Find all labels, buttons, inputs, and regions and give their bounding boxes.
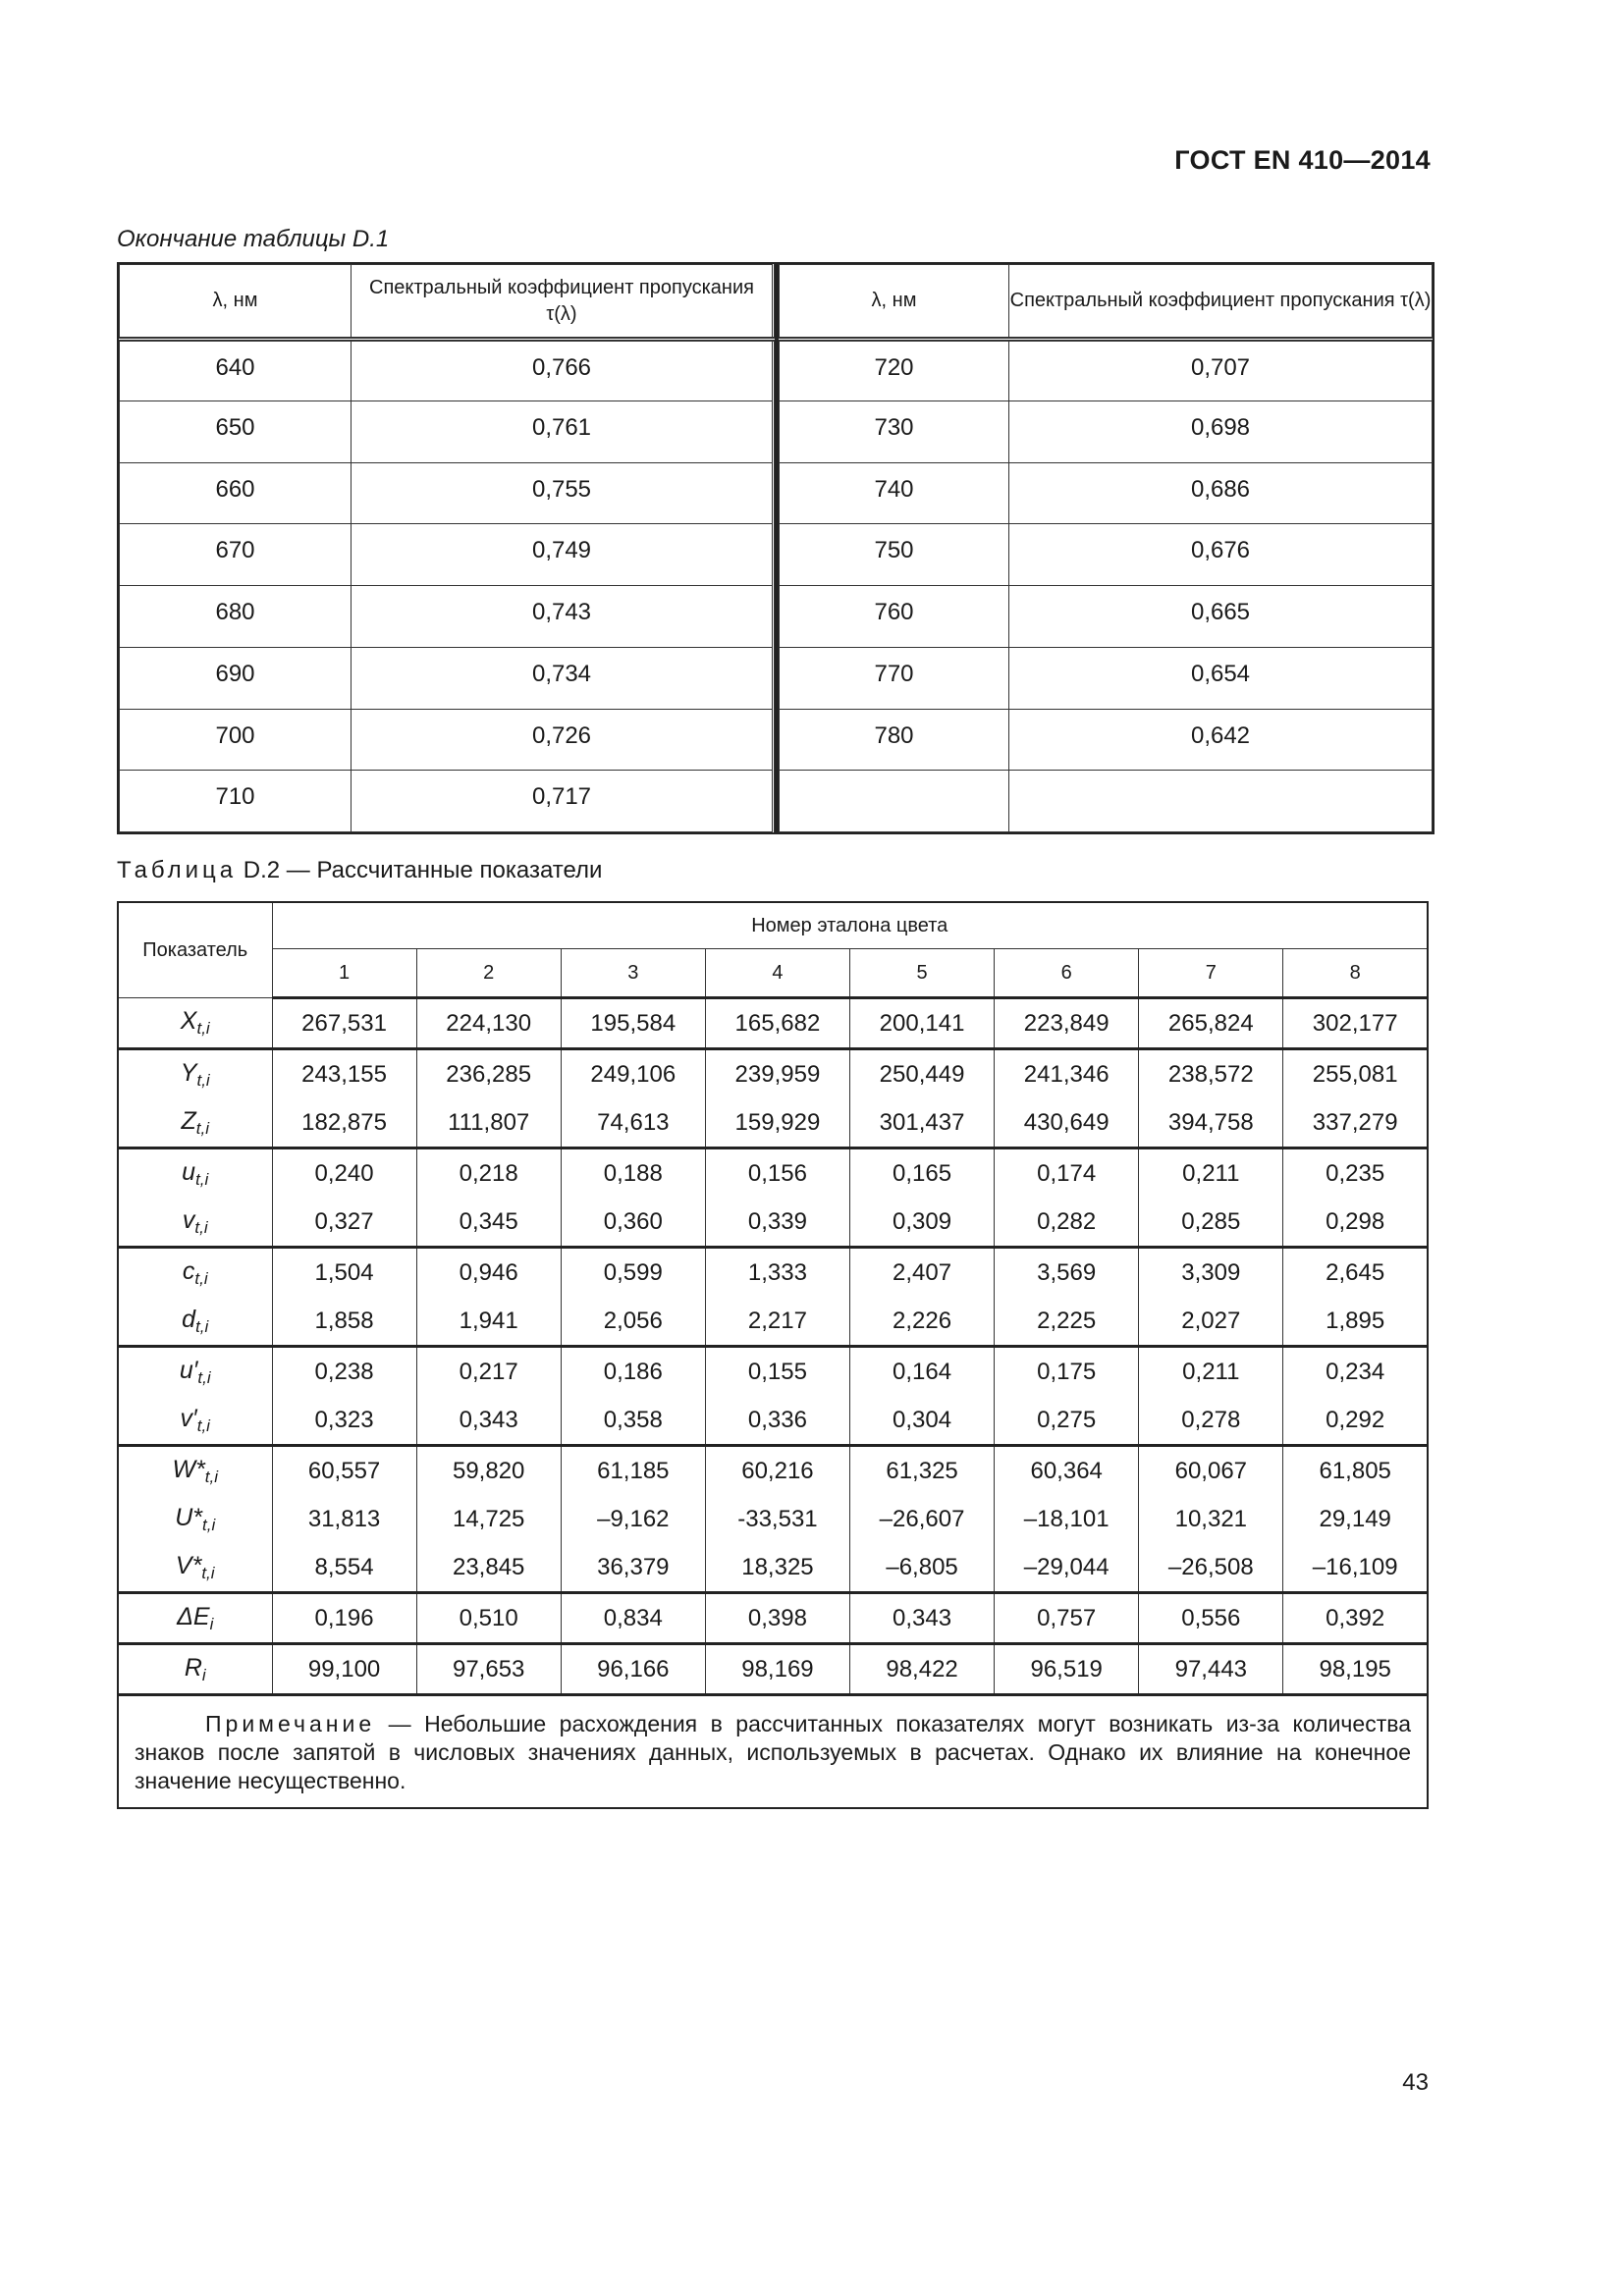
lambda-cell: 750 xyxy=(780,524,1009,586)
table-row xyxy=(118,1148,1428,1199)
table-row xyxy=(120,647,774,709)
lambda-cell: 780 xyxy=(780,709,1009,771)
value-cell: 0,238 xyxy=(272,1347,416,1397)
value-cell: 60,557 xyxy=(272,1446,416,1496)
table-d2 xyxy=(117,901,1429,1809)
lambda-cell xyxy=(780,771,1009,832)
table-row xyxy=(780,462,1433,524)
value-cell: 3,309 xyxy=(1139,1248,1283,1298)
value-cell: 0,275 xyxy=(995,1396,1139,1446)
value-cell: 0,343 xyxy=(850,1593,995,1644)
value-cell: 97,653 xyxy=(416,1644,561,1695)
column-number: 3 xyxy=(561,949,705,998)
value-cell: 2,027 xyxy=(1139,1297,1283,1347)
column-number: 6 xyxy=(995,949,1139,998)
value-cell: 98,169 xyxy=(705,1644,849,1695)
symbol-base: d xyxy=(182,1305,196,1333)
value-cell: 250,449 xyxy=(850,1049,995,1099)
value-cell: 236,285 xyxy=(416,1049,561,1099)
value-cell: 61,185 xyxy=(561,1446,705,1496)
value-cell: 394,758 xyxy=(1139,1098,1283,1148)
value-cell: 0,174 xyxy=(995,1148,1139,1199)
parameter-symbol xyxy=(118,1297,272,1347)
value-cell: 96,166 xyxy=(561,1644,705,1695)
value-cell: 2,225 xyxy=(995,1297,1139,1347)
lambda-cell: 730 xyxy=(780,400,1009,462)
tau-cell: 0,749 xyxy=(352,524,774,586)
symbol-subscript: t,i xyxy=(197,1367,211,1387)
table-d1-caption: Окончание таблицы D.1 xyxy=(117,226,390,252)
symbol-subscript: i xyxy=(209,1614,214,1633)
value-cell: 182,875 xyxy=(272,1098,416,1148)
value-cell: 241,346 xyxy=(995,1049,1139,1099)
table-row xyxy=(118,1297,1428,1347)
lambda-cell: 720 xyxy=(780,340,1009,401)
value-cell: 0,392 xyxy=(1283,1593,1428,1644)
value-cell: –6,805 xyxy=(850,1543,995,1593)
value-cell: 302,177 xyxy=(1283,998,1428,1049)
table-row xyxy=(118,1098,1428,1148)
tau-cell: 0,734 xyxy=(352,647,774,709)
tau-cell: 0,726 xyxy=(352,709,774,771)
table-row xyxy=(118,1347,1428,1397)
value-cell: 249,106 xyxy=(561,1049,705,1099)
table-row xyxy=(120,462,774,524)
value-cell: 74,613 xyxy=(561,1098,705,1148)
value-cell: 337,279 xyxy=(1283,1098,1428,1148)
value-cell: 223,849 xyxy=(995,998,1139,1049)
tau-cell: 0,654 xyxy=(1009,647,1433,709)
value-cell: 301,437 xyxy=(850,1098,995,1148)
value-cell: –16,109 xyxy=(1283,1543,1428,1593)
value-cell: 224,130 xyxy=(416,998,561,1049)
value-cell: 0,235 xyxy=(1283,1148,1428,1199)
lambda-cell: 670 xyxy=(120,524,352,586)
value-cell: 0,217 xyxy=(416,1347,561,1397)
table-row xyxy=(780,524,1433,586)
param-header: Показатель xyxy=(118,902,272,998)
parameter-symbol xyxy=(118,1543,272,1593)
table-d2-caption xyxy=(117,857,602,884)
value-cell: 10,321 xyxy=(1139,1495,1283,1543)
value-cell: 0,211 xyxy=(1139,1347,1283,1397)
parameter-symbol xyxy=(118,1593,272,1644)
value-cell: 60,364 xyxy=(995,1446,1139,1496)
value-cell: 238,572 xyxy=(1139,1049,1283,1099)
table-row xyxy=(780,340,1433,401)
tau-cell: 0,755 xyxy=(352,462,774,524)
table-row xyxy=(120,586,774,648)
value-cell: 59,820 xyxy=(416,1446,561,1496)
column-number: 8 xyxy=(1283,949,1428,998)
value-cell: 61,325 xyxy=(850,1446,995,1496)
value-cell: 98,422 xyxy=(850,1644,995,1695)
column-number: 7 xyxy=(1139,949,1283,998)
value-cell: 1,941 xyxy=(416,1297,561,1347)
column-number: 1 xyxy=(272,949,416,998)
table-row xyxy=(780,709,1433,771)
symbol-subscript: i xyxy=(201,1665,206,1684)
value-cell: 2,407 xyxy=(850,1248,995,1298)
value-cell: 0,218 xyxy=(416,1148,561,1199)
value-cell: 1,895 xyxy=(1283,1297,1428,1347)
lambda-cell: 650 xyxy=(120,400,352,462)
value-cell: 165,682 xyxy=(705,998,849,1049)
lambda-cell: 680 xyxy=(120,586,352,648)
value-cell: 265,824 xyxy=(1139,998,1283,1049)
tau-cell: 0,761 xyxy=(352,400,774,462)
table-row xyxy=(118,1543,1428,1593)
parameter-symbol xyxy=(118,1396,272,1446)
symbol-subscript: t,i xyxy=(195,1169,209,1189)
value-cell: 99,100 xyxy=(272,1644,416,1695)
value-cell: 0,188 xyxy=(561,1148,705,1199)
column-number: 5 xyxy=(850,949,995,998)
value-cell: 97,443 xyxy=(1139,1644,1283,1695)
symbol-subscript: t,i xyxy=(196,1415,210,1435)
value-cell: 111,807 xyxy=(416,1098,561,1148)
parameter-symbol xyxy=(118,1148,272,1199)
symbol-subscript: t,i xyxy=(202,1515,216,1534)
symbol-subscript: t,i xyxy=(195,1118,209,1138)
value-cell: 239,959 xyxy=(705,1049,849,1099)
value-cell: –26,607 xyxy=(850,1495,995,1543)
table-d1-left-half xyxy=(117,262,777,834)
lambda-cell: 640 xyxy=(120,340,352,401)
table-row xyxy=(118,998,1428,1049)
value-cell: 0,240 xyxy=(272,1148,416,1199)
tau-cell: 0,707 xyxy=(1009,340,1433,401)
table-row xyxy=(780,400,1433,462)
value-cell: 0,292 xyxy=(1283,1396,1428,1446)
value-cell: 2,056 xyxy=(561,1297,705,1347)
table-row xyxy=(120,400,774,462)
symbol-subscript: t,i xyxy=(201,1563,215,1582)
tau-cell xyxy=(1009,771,1433,832)
parameter-symbol xyxy=(118,1644,272,1695)
value-cell: 36,379 xyxy=(561,1543,705,1593)
table-row xyxy=(120,524,774,586)
value-cell: 61,805 xyxy=(1283,1446,1428,1496)
value-cell: 0,156 xyxy=(705,1148,849,1199)
value-cell: 0,398 xyxy=(705,1593,849,1644)
parameter-symbol xyxy=(118,1495,272,1543)
value-cell: 430,649 xyxy=(995,1098,1139,1148)
value-cell: 0,343 xyxy=(416,1396,561,1446)
column-number: 2 xyxy=(416,949,561,998)
lambda-cell: 660 xyxy=(120,462,352,524)
lambda-cell: 770 xyxy=(780,647,1009,709)
value-cell: 31,813 xyxy=(272,1495,416,1543)
value-cell: –26,508 xyxy=(1139,1543,1283,1593)
table-row xyxy=(780,647,1433,709)
value-cell: 0,358 xyxy=(561,1396,705,1446)
symbol-base: c xyxy=(182,1256,195,1285)
table-d2-caption-label: Таблица xyxy=(117,857,238,883)
table-row xyxy=(118,1593,1428,1644)
value-cell: 0,323 xyxy=(272,1396,416,1446)
symbol-subscript: t,i xyxy=(196,1070,210,1090)
table-row xyxy=(118,1446,1428,1496)
value-cell: 1,858 xyxy=(272,1297,416,1347)
table-d1 xyxy=(117,262,1435,834)
value-cell: 159,929 xyxy=(705,1098,849,1148)
value-cell: 0,196 xyxy=(272,1593,416,1644)
value-cell: –29,044 xyxy=(995,1543,1139,1593)
tau-header: Спектральный коэффициент пропускания τ(λ) xyxy=(352,265,774,340)
tau-cell: 0,698 xyxy=(1009,400,1433,462)
symbol-base: ΔE xyxy=(177,1602,210,1630)
value-cell: 0,946 xyxy=(416,1248,561,1298)
value-cell: 0,211 xyxy=(1139,1148,1283,1199)
table-row xyxy=(120,709,774,771)
document-code: ГОСТ EN 410—2014 xyxy=(1174,145,1431,175)
value-cell: 23,845 xyxy=(416,1543,561,1593)
value-cell: 1,333 xyxy=(705,1248,849,1298)
value-cell: 18,325 xyxy=(705,1543,849,1593)
lambda-cell: 690 xyxy=(120,647,352,709)
table-d1-right-half xyxy=(777,262,1435,834)
value-cell: 0,234 xyxy=(1283,1347,1428,1397)
lambda-cell: 740 xyxy=(780,462,1009,524)
tau-header: Спектральный коэффициент пропускания τ(λ) xyxy=(1009,265,1433,340)
value-cell: 0,757 xyxy=(995,1593,1139,1644)
value-cell: 0,599 xyxy=(561,1248,705,1298)
value-cell: 0,360 xyxy=(561,1198,705,1248)
value-cell: 0,282 xyxy=(995,1198,1139,1248)
note-label: Примечание xyxy=(205,1711,376,1736)
symbol-base: Y xyxy=(180,1058,197,1087)
lambda-header: λ, нм xyxy=(120,265,352,340)
symbol-subscript: t,i xyxy=(194,1217,208,1237)
value-cell: 98,195 xyxy=(1283,1644,1428,1695)
symbol-base: v xyxy=(182,1205,195,1234)
symbol-base: V* xyxy=(175,1551,202,1579)
value-cell: 0,278 xyxy=(1139,1396,1283,1446)
value-cell: 0,285 xyxy=(1139,1198,1283,1248)
table-row xyxy=(118,1644,1428,1695)
value-cell: 0,186 xyxy=(561,1347,705,1397)
value-cell: 29,149 xyxy=(1283,1495,1428,1543)
value-cell: 3,569 xyxy=(995,1248,1139,1298)
symbol-subscript: t,i xyxy=(196,1019,210,1038)
symbol-base: X xyxy=(180,1007,197,1035)
value-cell: –18,101 xyxy=(995,1495,1139,1543)
parameter-symbol xyxy=(118,1198,272,1248)
lambda-cell: 760 xyxy=(780,586,1009,648)
value-cell: 0,510 xyxy=(416,1593,561,1644)
tau-cell: 0,686 xyxy=(1009,462,1433,524)
lambda-header: λ, нм xyxy=(780,265,1009,340)
table-note xyxy=(118,1695,1428,1809)
symbol-base: R xyxy=(184,1653,202,1682)
lambda-cell: 710 xyxy=(120,771,352,832)
value-cell: 60,067 xyxy=(1139,1446,1283,1496)
table-row xyxy=(118,1495,1428,1543)
value-cell: 2,226 xyxy=(850,1297,995,1347)
value-cell: 0,345 xyxy=(416,1198,561,1248)
symbol-base: U* xyxy=(175,1503,203,1531)
table-row xyxy=(118,1248,1428,1298)
table-row xyxy=(780,586,1433,648)
value-cell: 0,164 xyxy=(850,1347,995,1397)
tau-cell: 0,743 xyxy=(352,586,774,648)
value-cell: –9,162 xyxy=(561,1495,705,1543)
value-cell: 2,217 xyxy=(705,1297,849,1347)
table-row xyxy=(118,1198,1428,1248)
value-cell: 96,519 xyxy=(995,1644,1139,1695)
symbol-base: u′ xyxy=(179,1356,198,1384)
symbol-base: u xyxy=(182,1157,196,1186)
page-number: 43 xyxy=(1402,2069,1429,2096)
parameter-symbol xyxy=(118,1049,272,1099)
parameter-symbol xyxy=(118,998,272,1049)
value-cell: 0,834 xyxy=(561,1593,705,1644)
value-cell: 14,725 xyxy=(416,1495,561,1543)
table-d2-caption-text: D.2 — Рассчитанные показатели xyxy=(243,857,603,883)
parameter-symbol xyxy=(118,1248,272,1298)
value-cell: 255,081 xyxy=(1283,1049,1428,1099)
value-cell: 0,556 xyxy=(1139,1593,1283,1644)
value-cell: 0,298 xyxy=(1283,1198,1428,1248)
table-row xyxy=(780,771,1433,832)
value-cell: 0,175 xyxy=(995,1347,1139,1397)
group-header: Номер эталона цвета xyxy=(272,902,1428,949)
value-cell: 0,165 xyxy=(850,1148,995,1199)
value-cell: 2,645 xyxy=(1283,1248,1428,1298)
value-cell: 8,554 xyxy=(272,1543,416,1593)
value-cell: 0,155 xyxy=(705,1347,849,1397)
parameter-symbol xyxy=(118,1446,272,1496)
tau-cell: 0,642 xyxy=(1009,709,1433,771)
tau-cell: 0,766 xyxy=(352,340,774,401)
value-cell: 243,155 xyxy=(272,1049,416,1099)
value-cell: 195,584 xyxy=(561,998,705,1049)
value-cell: 0,327 xyxy=(272,1198,416,1248)
symbol-base: v′ xyxy=(180,1404,197,1432)
table-row xyxy=(118,1049,1428,1099)
table-row xyxy=(120,771,774,832)
value-cell: 0,336 xyxy=(705,1396,849,1446)
tau-cell: 0,676 xyxy=(1009,524,1433,586)
table-row xyxy=(120,340,774,401)
symbol-subscript: t,i xyxy=(195,1316,209,1336)
tau-cell: 0,665 xyxy=(1009,586,1433,648)
value-cell: 200,141 xyxy=(850,998,995,1049)
value-cell: 0,304 xyxy=(850,1396,995,1446)
value-cell: 0,309 xyxy=(850,1198,995,1248)
value-cell: 60,216 xyxy=(705,1446,849,1496)
value-cell: 0,339 xyxy=(705,1198,849,1248)
symbol-base: W* xyxy=(172,1455,205,1483)
column-number: 4 xyxy=(705,949,849,998)
lambda-cell: 700 xyxy=(120,709,352,771)
parameter-symbol xyxy=(118,1098,272,1148)
parameter-symbol xyxy=(118,1347,272,1397)
value-cell: 1,504 xyxy=(272,1248,416,1298)
symbol-base: Z xyxy=(181,1106,196,1135)
value-cell: -33,531 xyxy=(705,1495,849,1543)
symbol-subscript: t,i xyxy=(194,1268,208,1288)
tau-cell: 0,717 xyxy=(352,771,774,832)
note-text: — Небольшие расхождения в рассчитанных показателях могут возникать из-за количества знаков после запятой в числовых значениях данных, используемых в расчетах. Однако их влияние на конечное значение несущественно. xyxy=(135,1711,1411,1793)
symbol-subscript: t,i xyxy=(204,1467,219,1486)
table-row xyxy=(118,1396,1428,1446)
value-cell: 267,531 xyxy=(272,998,416,1049)
